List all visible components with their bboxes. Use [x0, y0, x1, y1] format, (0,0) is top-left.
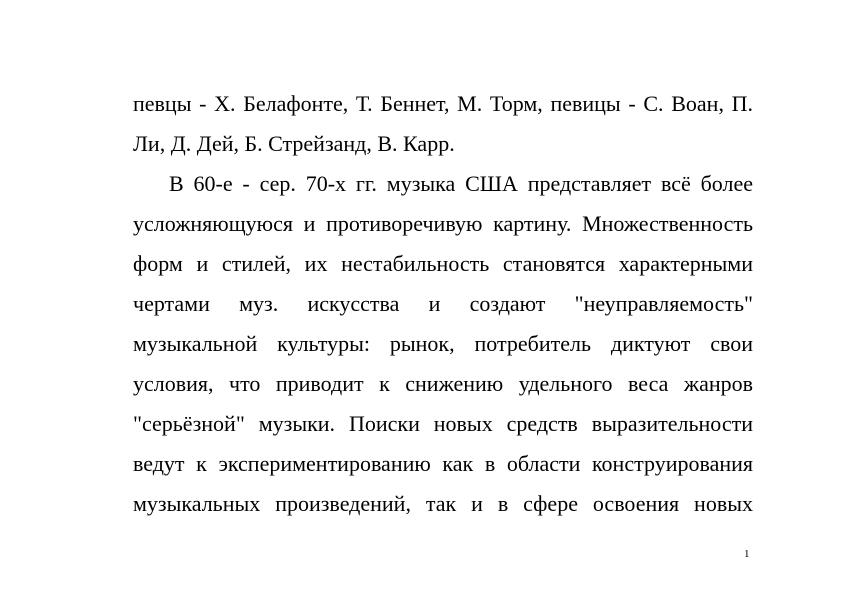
text-line: музыкальных произведений, так и в сфере освоения новых [133, 491, 753, 516]
text-line: певцы - Х. Белафонте, Т. Беннет, М. Торм, певицы - С. Воан, П. [133, 91, 753, 116]
text-line: ведут к экспериментированию как в области конструирования [133, 451, 753, 476]
text-line: "серьёзной" музыки. Поиски новых средств выразительности [133, 411, 753, 436]
paragraph-first-line: В 60-е - сер. 70-х гг. музыка США представляет всё более [169, 171, 753, 196]
text-line: музыкальной культуры: рынок, потребитель диктуют свои [133, 331, 753, 356]
text-line: усложняющуюся и противоречивую картину. Множественность [133, 211, 753, 236]
text-line: Ли, Д. Дей, Б. Стрейзанд, В. Карр. [133, 131, 455, 156]
body-text [133, 84, 753, 524]
page-number: 1 [744, 548, 750, 560]
text-line: условия, что приводит к снижению удельного веса жанров [133, 371, 753, 396]
text-line: чертами муз. искусства и создают "неуправляемость" [133, 291, 753, 316]
text-line: форм и стилей, их нестабильность становятся характерными [133, 251, 753, 276]
